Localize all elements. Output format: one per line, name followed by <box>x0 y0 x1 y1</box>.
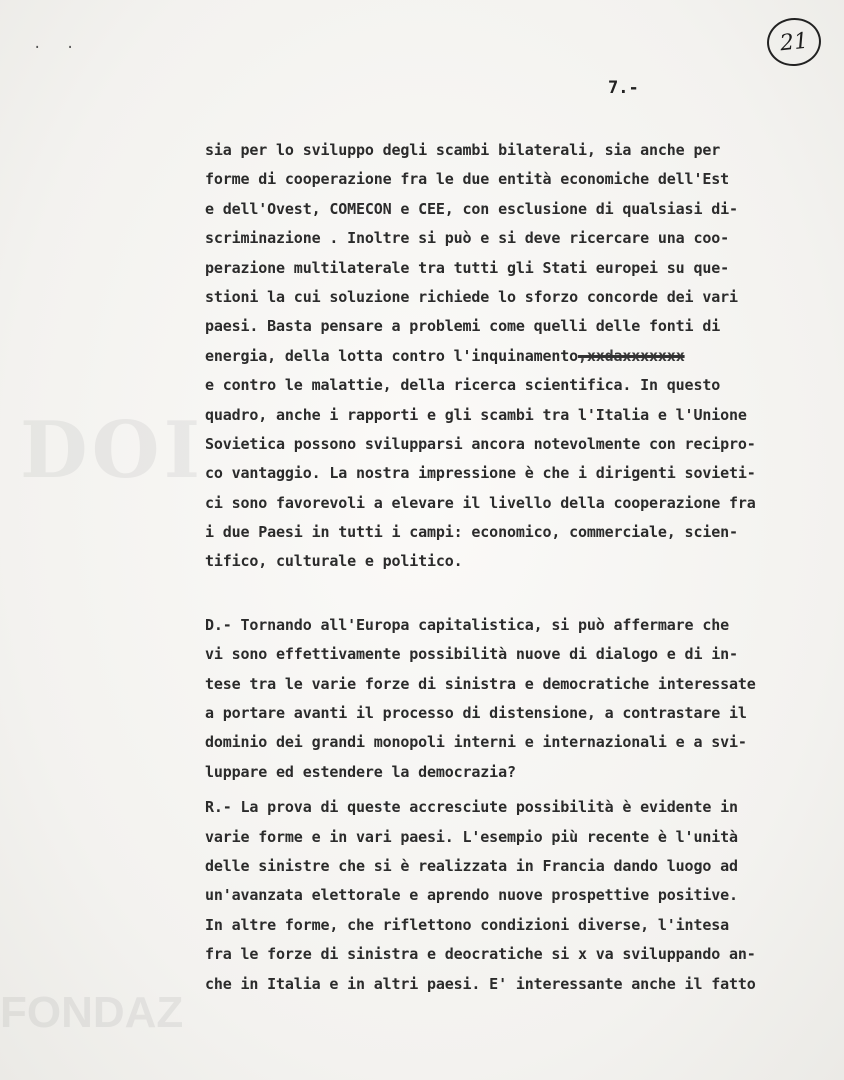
text-line: co vantaggio. La nostra impressione è che i dirigenti sovieti- <box>205 464 756 483</box>
page-number: 7.- <box>608 78 639 98</box>
body-text <box>205 136 835 999</box>
struck-out-text: ,xxdaxxxxxxx <box>578 346 685 365</box>
text-line: scriminazione . Inoltre si può e si deve ricercare una coo- <box>205 229 729 248</box>
text-line: ci sono favorevoli a elevare il livello della cooperazione fra <box>205 493 756 512</box>
watermark: DOI <box>20 405 205 496</box>
text-line: a portare avanti il processo di distensione, a contrastare il <box>205 704 747 723</box>
answer-paragraph <box>205 793 835 999</box>
text-line: sia per lo sviluppo degli scambi bilaterali, sia anche per <box>205 141 721 159</box>
text-line: delle sinistre che si è realizzata in Francia dando luogo ad <box>205 856 738 875</box>
text-line: luppare ed estendere la democrazia? <box>205 762 516 781</box>
text-line: Sovietica possono svilupparsi ancora notevolmente con recipro- <box>205 434 756 453</box>
text-line: vi sono effettivamente possibilità nuove di dialogo e di in- <box>205 645 738 664</box>
text-line: dominio dei grandi monopoli interni e internazionali e a svi- <box>205 733 747 752</box>
text-line: quadro, anche i rapporti e gli scambi tra l'Italia e l'Unione <box>205 405 747 424</box>
text-line: D.- Tornando all'Europa capitalistica, si può affermare che <box>205 615 729 634</box>
question-paragraph <box>205 611 835 787</box>
text-line: fra le forze di sinistra e deocratiche si x va sviluppando an- <box>205 945 756 964</box>
text-line: perazione multilaterale tra tutti gli Stati europei su que- <box>205 258 729 277</box>
paragraph-continuation <box>205 136 835 577</box>
text-line: e dell'Ovest, COMECON e CEE, con esclusione di qualsiasi di- <box>205 199 738 218</box>
text-line: In altre forme, che riflettono condizioni diverse, l'intesa <box>205 915 729 934</box>
text-line: forme di cooperazione fra le due entità economiche dell'Est <box>205 170 729 189</box>
text-line: che in Italia e in altri paesi. E' interessante anche il fatto <box>205 974 756 993</box>
text-line: R.- La prova di queste accresciute possibilità è evidente in <box>205 798 738 817</box>
paragraph-gap <box>205 577 835 611</box>
text-line: i due Paesi in tutti i campi: economico, commerciale, scien- <box>205 523 738 542</box>
text-line: tifico, culturale e politico. <box>205 552 463 571</box>
text-line-start: energia, della lotta contro l'inquinamento <box>205 346 578 365</box>
circled-page-number <box>765 15 824 68</box>
circled-page-number-text: 21 <box>778 28 810 56</box>
text-line: stioni la cui soluzione richiede lo sforzo concorde dei vari <box>205 287 738 306</box>
text-line: tese tra le varie forze di sinistra e democratiche interessate <box>205 674 756 693</box>
watermark-footer: FONDAZ <box>0 988 184 1037</box>
text-line: un'avanzata elettorale e aprendo nuove prospettive positive. <box>205 886 738 905</box>
margin-dots: . . <box>33 36 83 52</box>
text-line-with-strikeout <box>205 342 835 371</box>
text-line: varie forme e in vari paesi. L'esempio più recente è l'unità <box>205 827 738 846</box>
text-line: paesi. Basta pensare a problemi come quelli delle fonti di <box>205 317 721 336</box>
text-line: e contro le malattie, della ricerca scientifica. In questo <box>205 376 721 395</box>
